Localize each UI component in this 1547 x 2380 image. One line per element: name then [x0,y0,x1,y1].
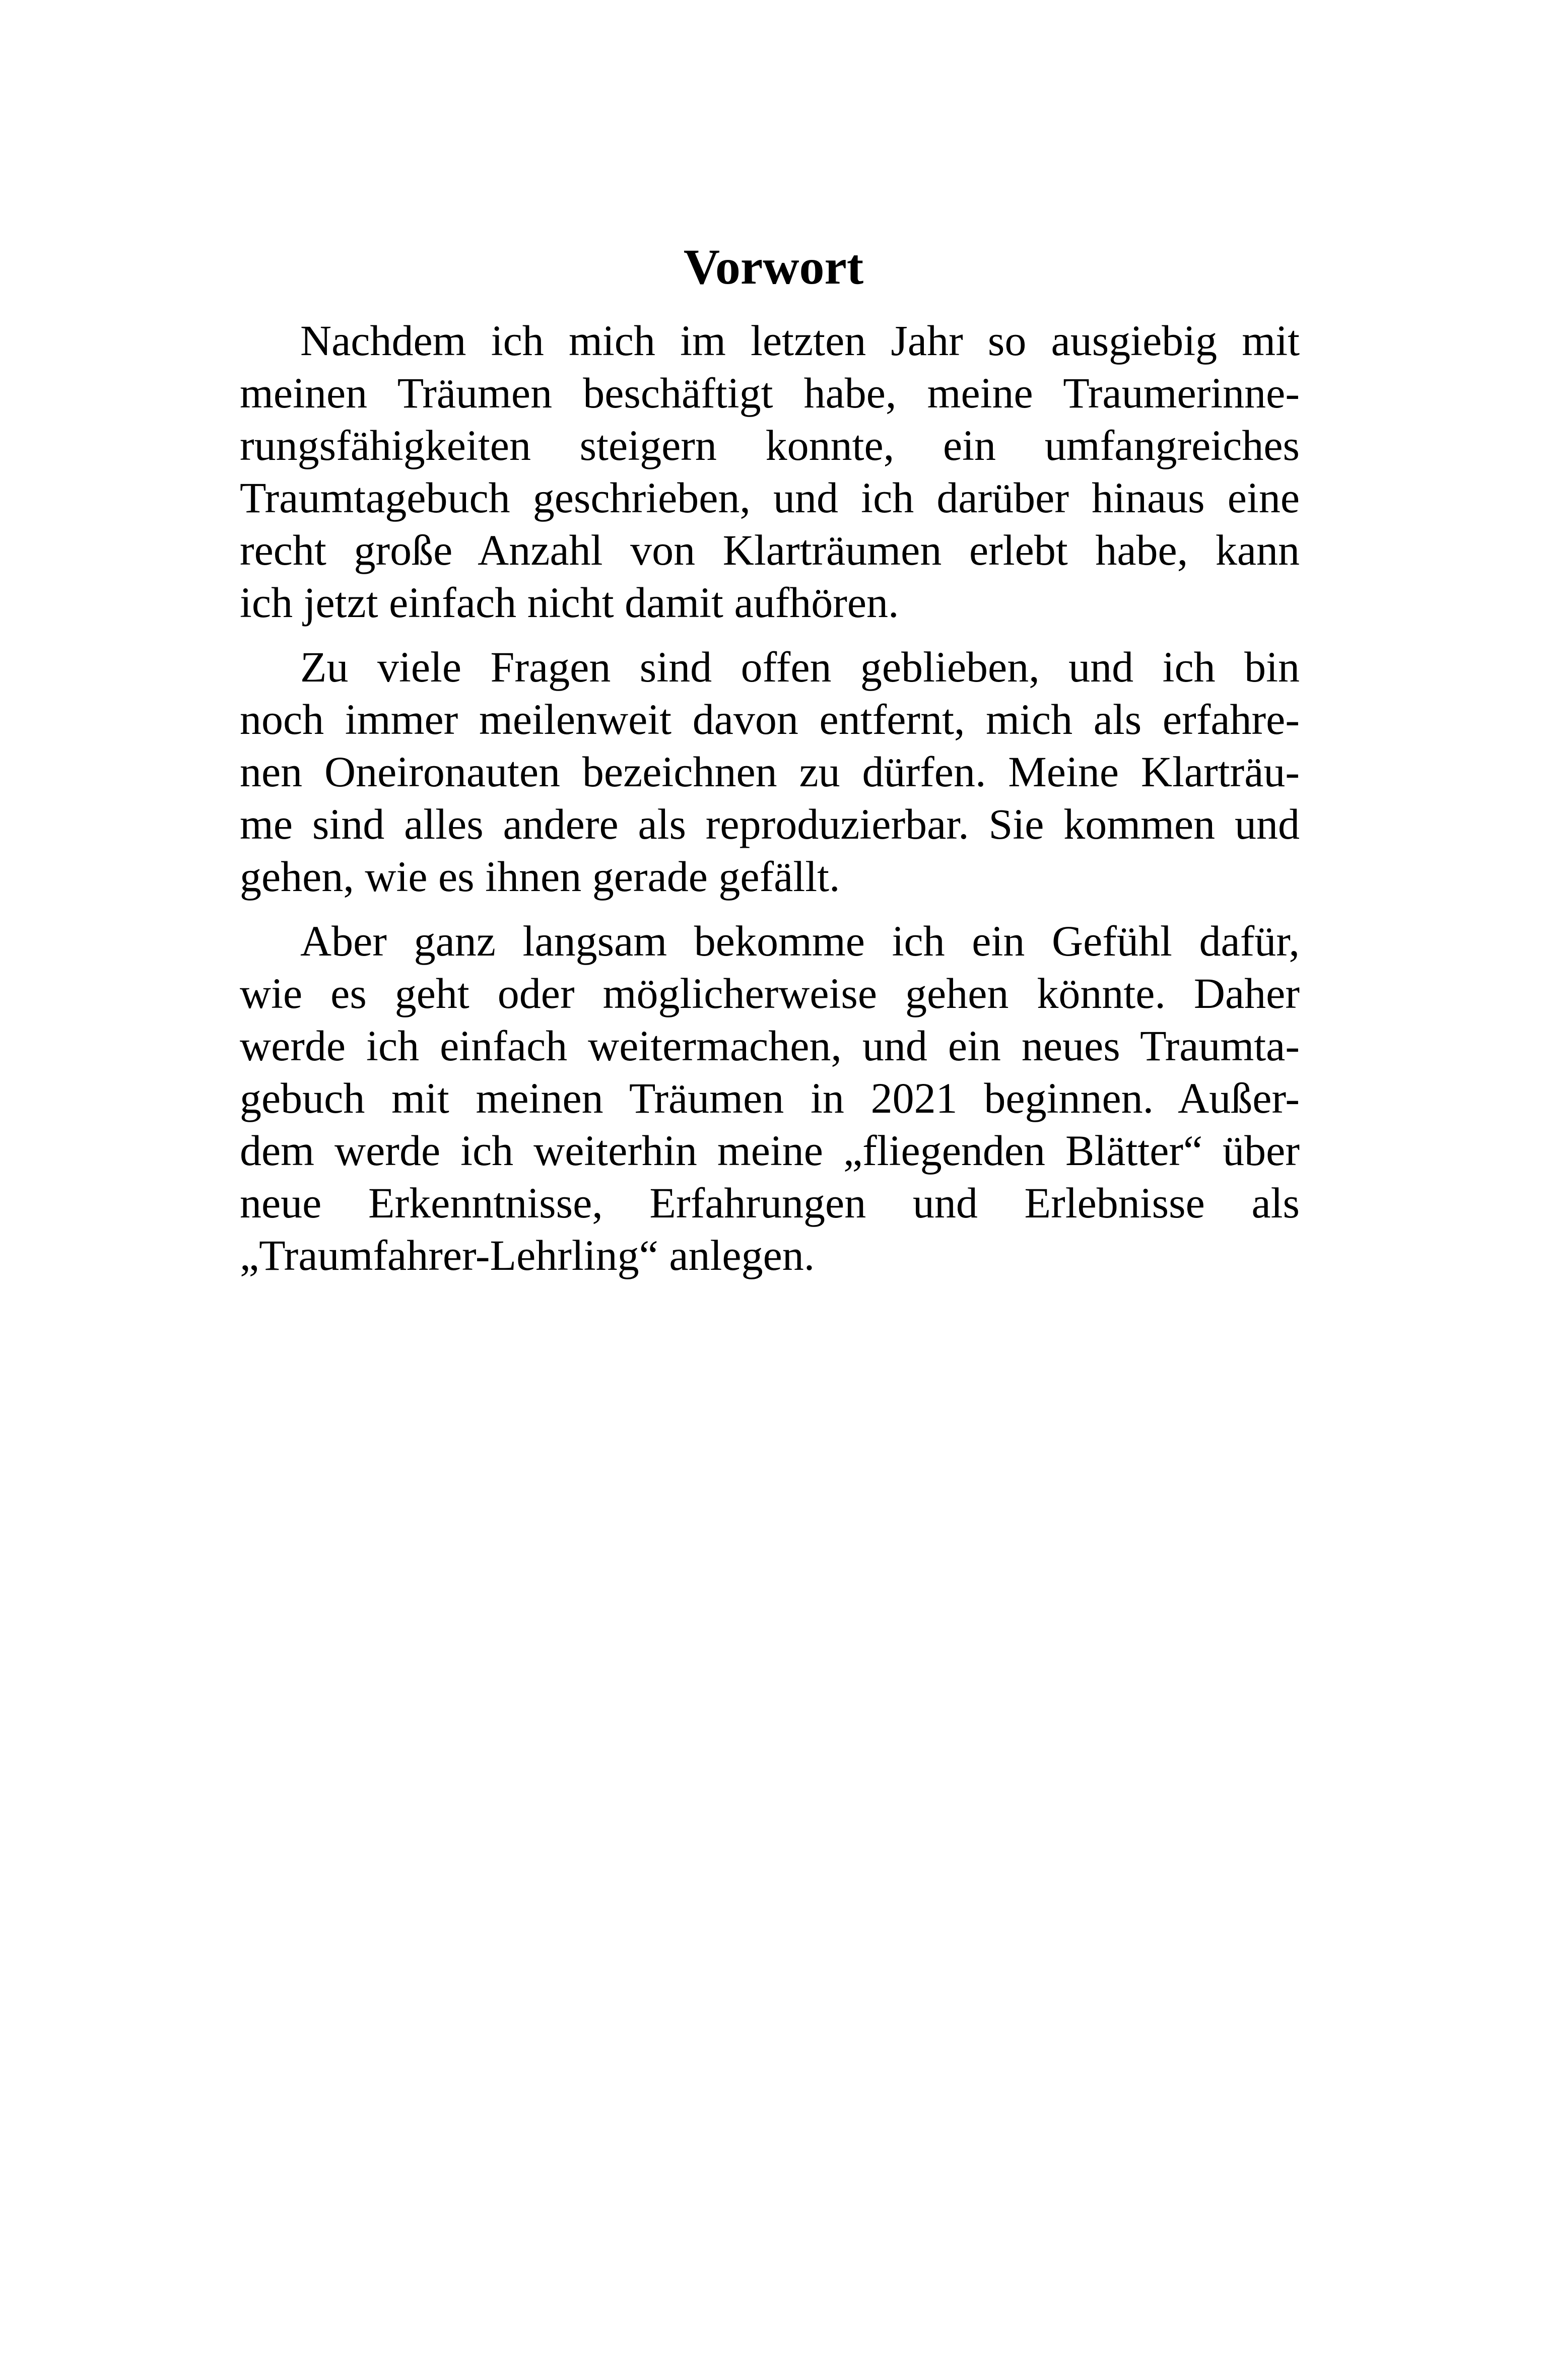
text-line: rungsfähigkeiten steigern konnte, ein umfangreiches [240,421,1300,469]
text-line: gebuch mit meinen Träumen in 2021 beginnen. Außer- [240,1074,1300,1122]
text-line: neue Erkenntnisse, Erfahrungen und Erlebnisse als [240,1179,1300,1227]
text-line: gehen, wie es ihnen gerade gefällt. [240,852,840,901]
text-line: Aber ganz langsam bekomme ich ein Gefühl dafür, [300,917,1300,965]
text-line: Nachdem ich mich im letzten Jahr so ausgiebig mit [300,316,1300,365]
text-line: meinen Träumen beschäftigt habe, meine Traumerinne- [240,369,1300,417]
text-line: werde ich einfach weitermachen, und ein neues Traumta- [240,1022,1300,1070]
text-line: noch immer meilenweit davon entfernt, mich als erfahre- [240,695,1300,743]
text-line: dem werde ich weiterhin meine „fliegenden Blätter“ über [240,1126,1300,1175]
text-line: recht große Anzahl von Klarträumen erlebt habe, kann [240,526,1300,574]
text-line: wie es geht oder möglicherweise gehen könnte. Daher [240,969,1300,1017]
text-line: nen Oneironauten bezeichnen zu dürfen. Meine Klarträu- [240,747,1300,796]
text-line: Traumtagebuch geschrieben, und ich darüber hinaus eine [240,473,1300,522]
text-line: Zu viele Fragen sind offen geblieben, und ich bin [300,643,1300,691]
text-line: me sind alles andere als reproduzierbar. Sie kommen und [240,800,1300,848]
text-line: ich jetzt einfach nicht damit aufhören. [240,578,899,627]
chapter-title: Vorwort [683,239,864,295]
text-line: „Traumfahrer-Lehrling“ anlegen. [240,1231,815,1279]
